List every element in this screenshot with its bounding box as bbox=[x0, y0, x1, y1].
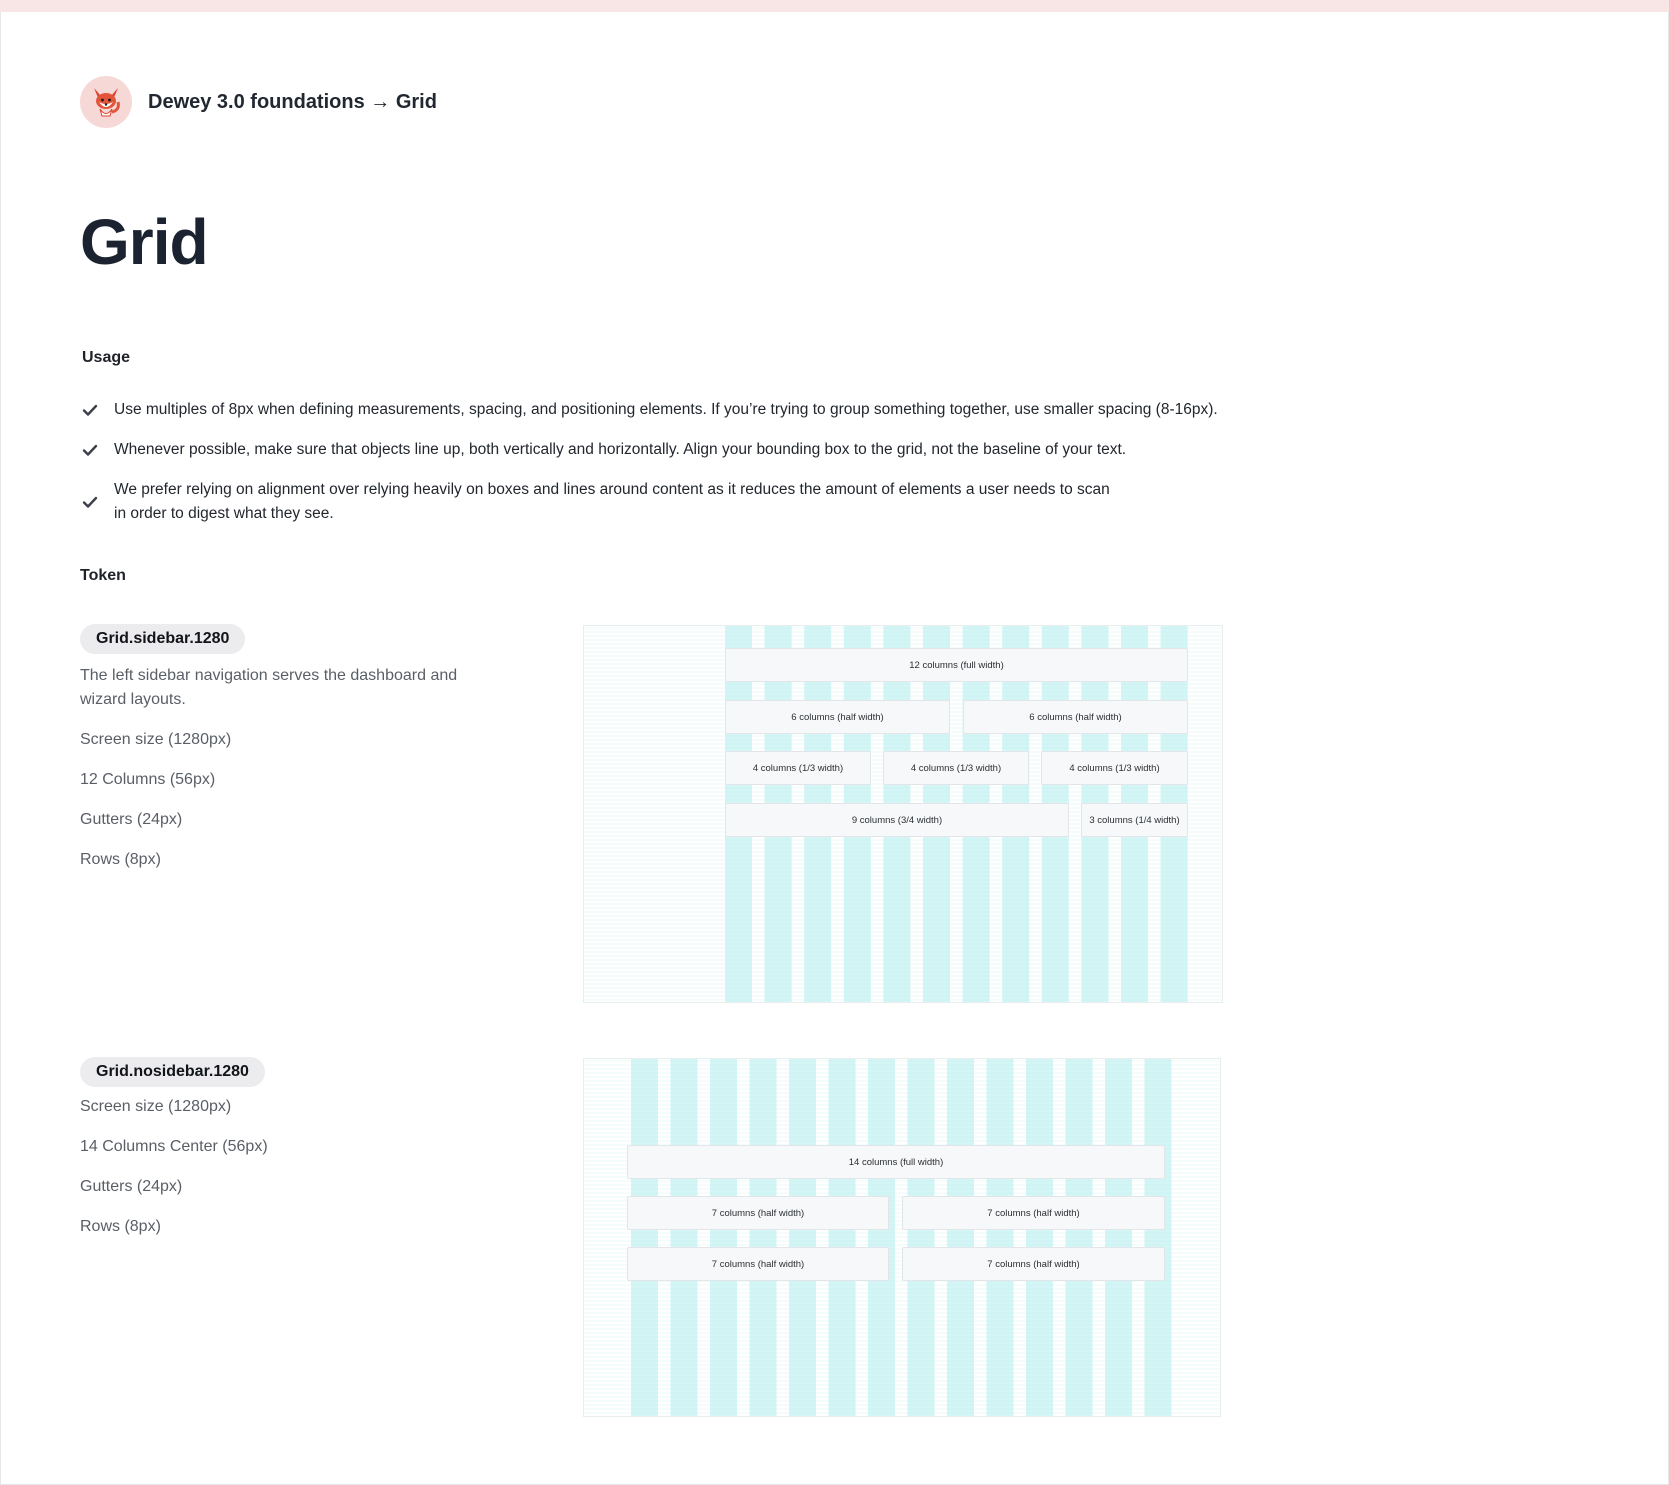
usage-list bbox=[82, 398, 1282, 542]
token-name-badge: Grid.sidebar.1280 bbox=[80, 624, 245, 654]
token-prop-gutters: Gutters (24px) bbox=[80, 1178, 183, 1195]
grid-column bbox=[1066, 1059, 1093, 1416]
grid-box: 4 columns (1/3 width) bbox=[883, 751, 1029, 785]
page-title: Grid bbox=[80, 206, 208, 278]
token-prop-screen-size: Screen size (1280px) bbox=[80, 1098, 232, 1115]
grid-box: 3 columns (1/4 width) bbox=[1081, 803, 1188, 837]
grid-column bbox=[987, 1059, 1014, 1416]
token-prop-rows: Rows (8px) bbox=[80, 851, 161, 868]
grid-column bbox=[631, 1059, 658, 1416]
grid-box: 7 columns (half width) bbox=[627, 1247, 889, 1281]
token-prop-columns: 14 Columns Center (56px) bbox=[80, 1138, 268, 1155]
check-icon bbox=[82, 442, 98, 458]
grid-column bbox=[1026, 1059, 1053, 1416]
token-heading: Token bbox=[80, 567, 126, 584]
grid-box: 14 columns (full width) bbox=[627, 1145, 1165, 1179]
grid-sidebar-preview bbox=[583, 625, 1223, 1003]
grid-box: 4 columns (1/3 width) bbox=[1041, 751, 1188, 785]
token-prop-rows: Rows (8px) bbox=[80, 1218, 161, 1235]
token-sidebar-info bbox=[80, 624, 460, 872]
check-icon bbox=[82, 402, 98, 418]
top-accent-bar bbox=[0, 0, 1669, 12]
breadcrumb[interactable]: Dewey 3.0 foundations → Grid bbox=[148, 90, 437, 113]
usage-item bbox=[82, 478, 1282, 526]
grid-column bbox=[908, 1059, 935, 1416]
grid-box: 7 columns (half width) bbox=[627, 1196, 889, 1230]
grid-box: 4 columns (1/3 width) bbox=[725, 751, 871, 785]
token-prop-gutters: Gutters (24px) bbox=[80, 811, 183, 828]
grid-box: 6 columns (half width) bbox=[963, 700, 1188, 734]
grid-box: 12 columns (full width) bbox=[725, 648, 1188, 682]
grid-column bbox=[671, 1059, 698, 1416]
check-icon bbox=[82, 494, 98, 510]
token-prop-screen-size: Screen size (1280px) bbox=[80, 731, 232, 748]
usage-item-text: Use multiples of 8px when defining measurements, spacing, and positioning elements. If you’re trying to group something together, use smaller spacing (8-16px). bbox=[114, 401, 1218, 418]
fox-mascot-icon bbox=[80, 76, 132, 128]
grid-column bbox=[1105, 1059, 1132, 1416]
usage-item-text: Whenever possible, make sure that objects line up, both vertically and horizontally. Align your bounding box to the grid, not the baseline of your text. bbox=[114, 441, 1127, 458]
usage-item bbox=[82, 398, 1282, 422]
grid-column bbox=[1145, 1059, 1172, 1416]
token-nosidebar-info bbox=[80, 1057, 268, 1239]
token-prop-columns: 12 Columns (56px) bbox=[80, 771, 216, 788]
grid-box: 7 columns (half width) bbox=[902, 1247, 1165, 1281]
grid-column bbox=[868, 1059, 895, 1416]
page-header bbox=[80, 76, 437, 128]
usage-item bbox=[82, 438, 1282, 462]
grid-column bbox=[789, 1059, 816, 1416]
grid-nosidebar-preview bbox=[583, 1058, 1221, 1417]
token-name-badge: Grid.nosidebar.1280 bbox=[80, 1057, 265, 1087]
usage-heading: Usage bbox=[82, 349, 131, 366]
usage-item-text: We prefer relying on alignment over relying heavily on boxes and lines around content as it reduces the amount of elements a user needs to scan in order to digest what they see. bbox=[114, 481, 1110, 522]
token-description: The left sidebar navigation serves the dashboard and wizard layouts. bbox=[80, 667, 458, 708]
grid-column bbox=[710, 1059, 737, 1416]
grid-box: 7 columns (half width) bbox=[902, 1196, 1165, 1230]
grid-box: 9 columns (3/4 width) bbox=[725, 803, 1069, 837]
grid-box: 6 columns (half width) bbox=[725, 700, 950, 734]
grid-column bbox=[750, 1059, 777, 1416]
grid-column bbox=[947, 1059, 974, 1416]
grid-column bbox=[829, 1059, 856, 1416]
